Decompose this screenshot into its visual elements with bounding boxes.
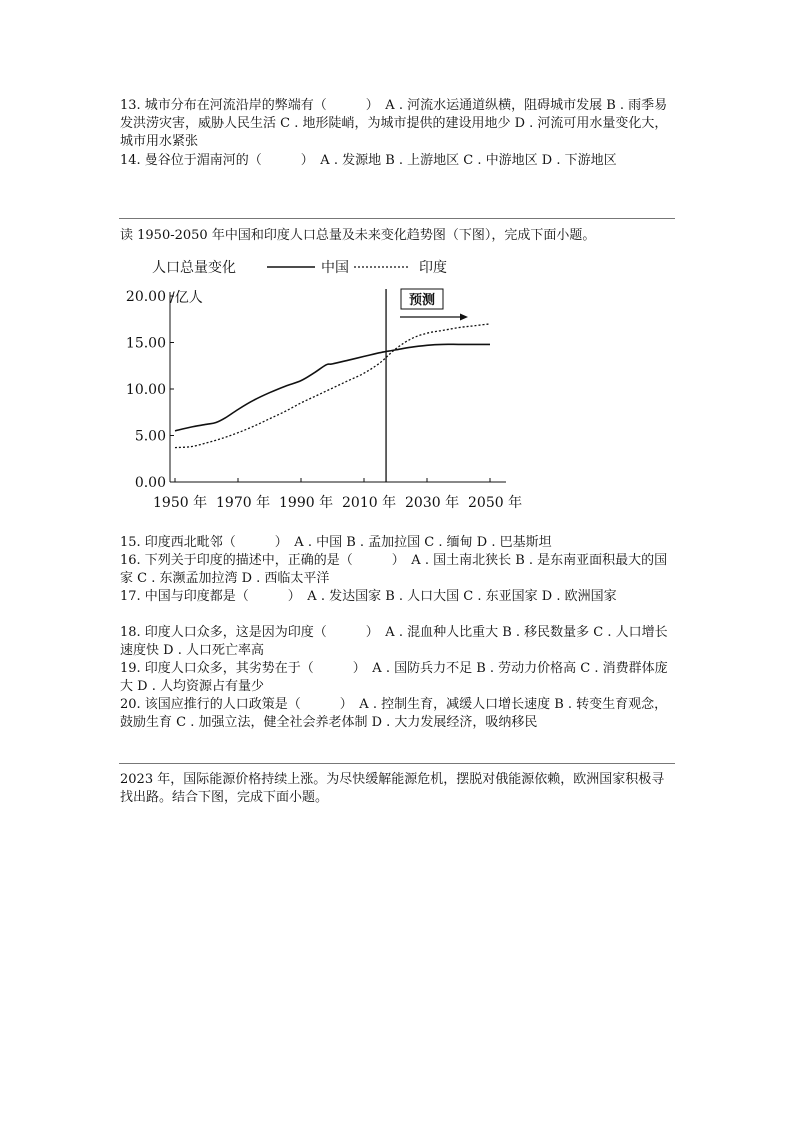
legend-china: 中国 — [321, 260, 349, 276]
x-tick-label: 2050 年 — [468, 495, 523, 511]
section-intro: 读 1950-2050 年中国和印度人口总量及未来变化趋势图（下图），完成下面小题。 — [120, 228, 596, 243]
x-tick-label: 1990 年 — [279, 495, 334, 511]
x-tick-label: 2010 年 — [342, 495, 397, 511]
question-15: 15. 印度西北毗邻（ ） A . 中国 B . 孟加拉国 C . 缅甸 D . 巴基斯坦 — [120, 535, 552, 550]
forecast-arrow-head — [460, 314, 468, 321]
y-tick-label: 0.00 — [134, 475, 166, 491]
x-tick-label: 2030 年 — [405, 495, 460, 511]
question-16: 16. 下列关于印度的描述中，正确的是（ ） A . 国土南北狭长 B . 是东南亚面积最大的国家 C . 东濒孟加拉湾 D . 西临太平洋 — [120, 553, 668, 586]
question-20: 20. 该国应推行的人口政策是（ ） A . 控制生育，减缓人口增长速度 B . 转变生育观念，鼓励生育 C . 加强立法，健全社会养老体制 D . 大力发展经济，吸纳移民 — [120, 697, 668, 730]
y-tick-label: 20.00 — [125, 289, 166, 305]
y-tick-label: 5.00 — [134, 428, 166, 445]
section-divider — [119, 218, 675, 219]
forecast-label: 预测 — [409, 293, 436, 308]
y-tick-label: 15.00 — [125, 335, 166, 352]
question-13: 13. 城市分布在河流沿岸的弊端有（ ） A . 河流水运通道纵横，阻碍城市发展 B . 雨季易发洪涝灾害，威胁人民生活 C . 地形陡峭，为城市提供的建设用地少 D . 河流可用水量变化大，城市用水紧张 — [120, 98, 668, 149]
question-19: 19. 印度人口众多，其劣势在于（ ） A . 国防兵力不足 B . 劳动力价格高 C . 消费群体庞大 D . 人均资源占有量少 — [120, 661, 668, 694]
question-14: 14. 曼谷位于湄南河的（ ） A . 发源地 B . 上游地区 C . 中游地区 D . 下游地区 — [120, 153, 617, 168]
series-line-india — [175, 324, 490, 448]
question-17: 17. 中国与印度都是（ ） A . 发达国家 B . 人口大国 C . 东亚国家 D . 欧洲国家 — [120, 589, 617, 604]
section-divider — [119, 763, 675, 764]
y-tick-label: 10.00 — [125, 382, 166, 398]
question-18: 18. 印度人口众多，这是因为印度（ ） A . 混血种人比重大 B . 移民数量多 C . 人口增长速度快 D . 人口死亡率高 — [120, 625, 668, 658]
x-tick-label: 1970 年 — [216, 495, 271, 511]
chart-title: 人口总量变化 — [152, 260, 236, 276]
section-intro: 2023 年，国际能源价格持续上涨。为尽快缓解能源危机，摆脱对俄能源依赖，欧洲国家积极寻找出路。结合下图，完成下面小题。 — [120, 772, 665, 805]
legend-india: 印度 — [419, 260, 447, 276]
x-tick-label: 1950 年 — [153, 495, 208, 511]
y-axis-label: /亿人 — [170, 290, 203, 306]
population-chart — [125, 256, 530, 516]
